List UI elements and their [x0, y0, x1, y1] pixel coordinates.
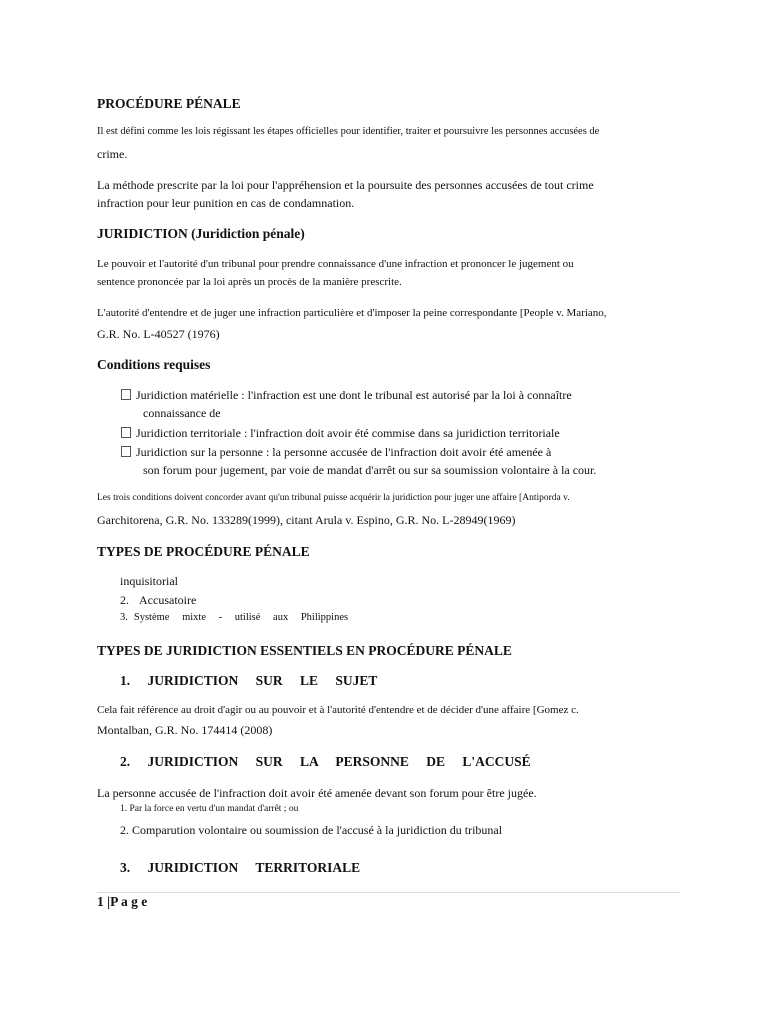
type-item — [120, 612, 348, 625]
section-2-item-2: 2. Comparution volontaire ou soumission de l'accusé à la juridiction du tribunal — [120, 823, 503, 837]
method-line-1: La méthode prescrite par la loi pour l'appréhension et la poursuite des personnes accusées de tout crime — [97, 178, 594, 192]
checkbox-glyph-icon — [121, 427, 131, 438]
type-label: Système mixte - utilisé aux Philippines — [133, 612, 349, 623]
section-3-heading: 3. JURIDICTION TERRITORIALE — [120, 860, 361, 875]
type-number: 2. — [120, 593, 129, 607]
type-item — [120, 574, 178, 588]
section-2-item-1: 1. Par la force en vertu d'un mandat d'arrêt ; ou — [120, 804, 299, 814]
condition-continuation: connaissance de — [143, 406, 221, 420]
intro-line-2: crime. — [97, 147, 128, 161]
section-2-line-1: La personne accusée de l'infraction doit avoir été amenée devant son forum pour être jugée. — [97, 786, 537, 800]
type-label: inquisitorial — [120, 574, 178, 588]
autorite-line-2: G.R. No. L-40527 (1976) — [97, 327, 220, 341]
condition-text: Juridiction territoriale : l'infraction doit avoir été commise dans sa juridiction territoriale — [136, 426, 560, 440]
page-number-footer: 1 |P a g e — [97, 894, 148, 909]
section-1-line-2: Montalban, G.R. No. 174414 (2008) — [97, 723, 273, 737]
pouvoir-line-1: Le pouvoir et l'autorité d'un tribunal pour prendre connaissance d'une infraction et prononcer le jugement ou — [97, 258, 574, 270]
intro-line-1: Il est défini comme les lois régissant les étapes officielles pour identifier, traiter et poursuivre les personnes accusées de — [97, 126, 600, 137]
page-title: PROCÉDURE PÉNALE — [97, 96, 241, 111]
types-juridiction-heading: TYPES DE JURIDICTION ESSENTIELS EN PROCÉDURE PÉNALE — [97, 643, 512, 658]
method-line-2: infraction pour leur punition en cas de condamnation. — [97, 196, 355, 210]
section-1-heading: 1. JURIDICTION SUR LE SUJET — [120, 673, 378, 688]
condition-continuation: son forum pour jugement, par voie de mandat d'arrêt ou sur sa soumission volontaire à la cour. — [143, 463, 597, 477]
trois-line-2: Garchitorena, G.R. No. 133289(1999), citant Arula v. Espino, G.R. No. L-28949(1969) — [97, 513, 516, 527]
checkbox-glyph-icon — [121, 446, 131, 457]
trois-line-1: Les trois conditions doivent concorder avant qu'un tribunal puisse acquérir la juridiction pour juger une affaire [Antiporda v. — [97, 493, 570, 503]
type-number: 3. — [120, 612, 128, 623]
checkbox-glyph-icon — [121, 389, 131, 400]
types-heading: TYPES DE PROCÉDURE PÉNALE — [97, 544, 310, 559]
conditions-heading: Conditions requises — [97, 357, 211, 372]
condition-item — [121, 445, 551, 459]
juridiction-heading: JURIDICTION (Juridiction pénale) — [97, 226, 305, 241]
type-item — [120, 593, 196, 607]
condition-text: Juridiction sur la personne : la personne accusée de l'infraction doit avoir été amenée à — [136, 445, 552, 459]
condition-text: Juridiction matérielle : l'infraction est une dont le tribunal est autorisé par la loi à connaître — [136, 388, 572, 402]
section-1-line-1: Cela fait référence au droit d'agir ou au pouvoir et à l'autorité d'entendre et de décider d'une affaire [Gomez c. — [97, 704, 579, 716]
section-2-heading: 2. JURIDICTION SUR LA PERSONNE DE L'ACCUSÉ — [120, 754, 531, 769]
footer-divider — [97, 892, 680, 893]
pouvoir-line-2: sentence prononcée par la loi après un procès de la manière prescrite. — [97, 276, 402, 288]
condition-item — [121, 388, 572, 402]
autorite-line-1: L'autorité d'entendre et de juger une infraction particulière et d'imposer la peine correspondante [People v. Mariano, — [97, 307, 607, 319]
condition-item — [121, 426, 560, 440]
type-label: Accusatoire — [139, 593, 197, 607]
